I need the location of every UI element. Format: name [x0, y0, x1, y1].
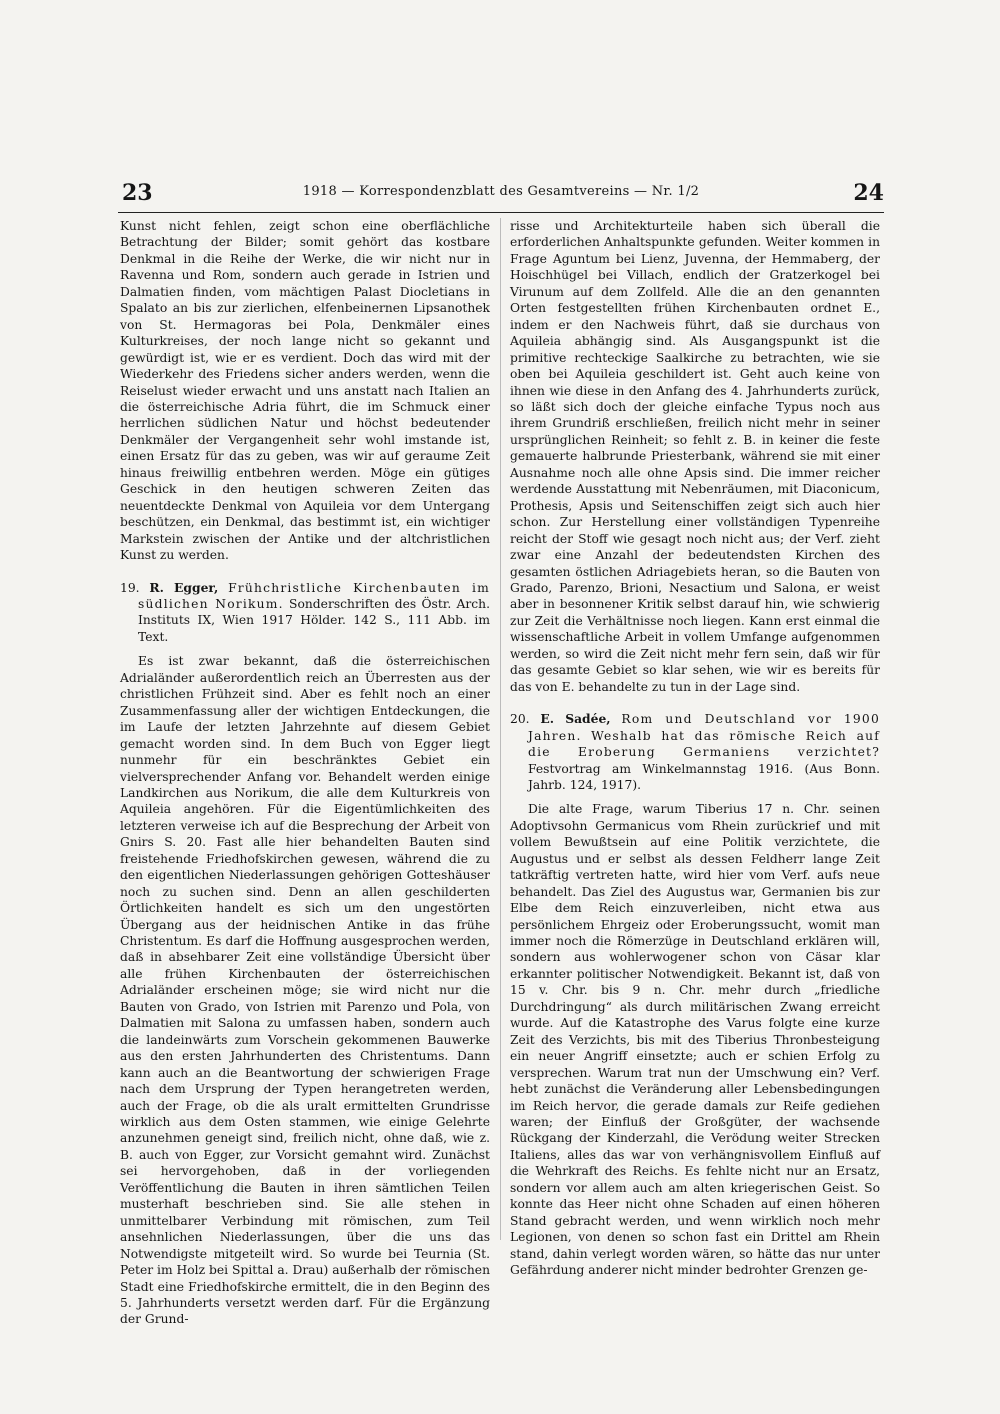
entry-title: Rom und Deutschland vor 1900 Jahren. Weshalb hat das römische Reich auf die Eroberung Germaniens verzichtet?	[528, 712, 880, 760]
entry-publication: Festvortrag am Winkelmannstag 1916. (Aus Bonn. Jahrb. 124, 1917).	[528, 761, 880, 792]
running-title: 1918 — Korrespondenzblatt des Gesamtvereins — Nr. 1/2	[302, 184, 700, 199]
bibliography-entry-20	[510, 711, 880, 793]
review-paragraph: Die alte Frage, warum Tiberius 17 n. Chr. seinen Adoptivsohn Germanicus vom Rhein zurückrief und mit vollem Bewußtsein auf eine Politik verzichtete, die Augustus und er selbst als dessen Feldherr lange Zeit tatkräftig vertreten hatte, wird hier vom Verf. aufs neue behandelt. Das Ziel des Augustus war, Germanien bis zur Elbe dem Reich einzuverleiben, nicht etwa aus persönlichem Ehrgeiz oder Eroberungssucht, womit man immer noch die Römerzüge in Deutschland erklären will, sondern aus wohlerwogener schon von Cäsar klar erkannter politischer Notwendigkeit. Bekannt ist, daß von 15 v. Chr. bis 9 n. Chr. mehr durch „friedliche Durchdringung“ als durch militärischen Zwang erreicht wurde. Auf die Katastrophe des Varus folgte eine kurze Zeit des Verzichts, bis mit des Tiberius Thronbesteigung ein neuer Angriff einsetzte; auch er schien Erfolg zu versprechen. Warum trat nun der Umschwung ein? Verf. hebt zunächst die Veränderung aller Lebensbedingungen im Reich hervor, die gerade damals zur Reife gediehen waren; der Einfluß der Großgüter, der wachsende Rückgang der Kinderzahl, die Verödung weiter Strecken Italiens, alles das war von verhängnisvollem Einfluß auf die Wehrkraft des Reichs. Es fehlte nicht nur an Ersatz, sondern vor allem auch am alten kriegerischen Geist. So konnte das Heer nicht ohne Schaden auf einen höheren Stand gebracht werden, und wenn wirklich noch mehr Legionen, von denen so schon fast ein Drittel am Rhein stand, dahin verlegt worden wären, so hätte das nur unter Gefährdung anderer nicht minder bedrohter Grenzen ge-	[510, 802, 880, 1278]
entry-number: 20.	[510, 712, 530, 727]
entry-title: Frühchristliche Kirchenbauten im südlichen Norikum.	[138, 580, 490, 611]
column-divider	[500, 218, 501, 1240]
page-number-left: 23	[122, 180, 153, 206]
page-header	[118, 178, 884, 213]
review-paragraph: Es ist zwar bekannt, daß die österreichischen Adrialänder außerordentlich reich an Überresten aus der christlichen Frühzeit sind. Aber es fehlt noch an einer Zusammenfassung aller der wichtigen Entdeckungen, die im Laufe der letzten Jahrzehnte auf diesem Gebiet gemacht worden sind. In dem Buch von Egger liegt nunmehr für ein beschränktes Gebiet ein vielversprechender Anfang vor. Behandelt werden einige Landkirchen aus Norikum, die alle dem Kulturkreis von Aquileia angehören. Für die Eigentümlichkeiten des letzteren verweise ich auf die Besprechung der Arbeit von Gnirs S. 20. Fast alle hier behandelten Bauten sind freistehende Friedhofskirchen gewesen, während die zu den eigentlichen Niederlassungen gehörigen Gotteshäuser noch zu suchen sind. Denn an allen geschilderten Örtlichkeiten handelt es sich um den ungestörten Übergang aus der heidnischen Antike in das frühe Christentum. Es darf die Hoffnung ausgesprochen werden, daß in absehbarer Zeit eine vollständige Übersicht über alle frühen Kirchenbauten der österreichischen Adrialänder erscheinen möge; sie wird nicht nur die Bauten von Grado, von Istrien mit Parenzo und Pola, von Dalmatien mit Salona zu umfassen haben, sondern auch die landeinwärts zum Vorschein gekommenen Bauwerke aus den ersten Jahrhunderten des Christentums. Dann kann auch an die Beantwortung der schwierigen Frage nach dem Ursprung der Typen herangetreten werden, auch der Frage, ob die als uralt ermittelten Grundrisse wirklich aus dem Osten stammen, wie einige Gelehrte anzunehmen geneigt sind, freilich nicht, ohne daß, wie z. B. auch von Egger, zur Vorsicht gemahnt wird. Zunächst sei hervorgehoben, daß in der vorliegenden Veröffentlichung die Bauten in ihren sämtlichen Teilen musterhaft beschrieben sind. Sie alle stehen in unmittelbarer Verbindung mit römischen, zum Teil ansehnlichen Niederlassungen, über die uns das Notwendigste mitgeteilt wird. So wurde bei Teurnia (St. Peter im Holz bei Spittal a. Drau) außerhalb der römischen Stadt eine Friedhofskirche ermittelt, die in den Beginn des 5. Jahrhunderts versetzt werden darf. Für die Ergänzung der Grund-	[120, 654, 490, 1327]
paragraph-continued: risse und Architekturteile haben sich überall die erforderlichen Anhaltspunkte gefunden. Weiter kommen in Frage Aguntum bei Lienz, Juvenna, der Hemmaberg, der Hoischhügel bei Villach, endlich der Gratzerkogel bei Virunum auf dem Zollfeld. Alle die an den genannten Orten festgestellten frühen Kirchenbauten ordnet E., indem er den Nachweis führt, daß sie durchaus von Aquileia abhängig sind. Als Ausgangspunkt ist die primitive rechteckige Saalkirche zu betrachten, wie sie oben bei Aquileia geschildert ist. Geht auch keine von ihnen wie diese in den Anfang des 4. Jahrhunderts zurück, so läßt sich doch der gleiche einfache Typus noch aus ihrem Grundriß erschließen, freilich nicht mehr in seiner ursprünglichen Reinheit; so fehlt z. B. in keiner die feste gemauerte halbrunde Priesterbank, während sie mit einer Ausnahme noch alle ohne Apsis sind. Die immer reicher werdende Ausstattung mit Nebenräumen, mit Diaconicum, Prothesis, Apsis und Seitenschiffen zeigt sich auch hier schon. Zur Herstellung einer vollständigen Typenreihe reicht der Stoff wie gesagt noch nicht aus; der Verf. zieht zwar eine Anzahl der bedeutendsten Kirchen des gesamten östlichen Adriagebiets heran, so die Bauten von Grado, Parenzo, Brioni, Nesactium und Salona, er weist aber in besonnener Kritik selbst darauf hin, wie schwierig zur Zeit die Verhältnisse noch liegen. Kann erst einmal die wissenschaftliche Arbeit in vollem Umfange aufgenommen werden, so wird die Zeit nicht mehr fern sein, daß wir für das gesamte Gebiet so klar sehen, wie wir es bereits für das von E. behandelte zu tun in der Lage sind.	[510, 219, 880, 694]
entry-number: 19.	[120, 580, 140, 595]
page-number-right: 24	[853, 180, 884, 206]
entry-author: E. Sadée,	[540, 711, 611, 727]
entry-author: R. Egger,	[149, 579, 219, 595]
entry-publication: Sonderschriften des Östr. Arch. Instituts IX, Wien 1917 Hölder. 142 S., 111 Abb. im Text.	[138, 596, 490, 644]
left-column	[120, 218, 490, 1327]
bibliography-entry-19	[120, 580, 490, 646]
right-column	[510, 218, 880, 1278]
paragraph-continued: Kunst nicht fehlen, zeigt schon eine oberflächliche Betrachtung der Bilder; somit gehört das kostbare Denkmal in die Reihe der Werke, die wir nicht nur in Ravenna und Rom, sondern auch gerade in Istrien und Dalmatien finden, vom mächtigen Palast Diocletians in Spalato an bis zur zierlichen, elfenbeinernen Lipsanothek von St. Hermagoras bei Pola, Denkmäler eines Kulturkreises, der noch lange nicht so gekannt und gewürdigt ist, wie er es verdient. Doch das wird mit der Wiederkehr des Friedens sicher anders werden, wenn die Reiselust wieder erwacht und uns anstatt nach Italien an die österreichische Adria führt, die im Schmuck einer herrlichen südlichen Natur und höchst bedeutender Denkmäler der Vergangenheit sehr wohl imstande ist, einen Ersatz für das zu geben, was wir auf geraume Zeit hinaus freiwillig entbehren werden. Möge ein gütiges Geschick in den heutigen schweren Zeiten das neuentdeckte Denkmal von Aquileia vor dem Untergang beschützen, ein Denkmal, das bestimmt ist, ein wichtiger Markstein zwischen der Antike und der altchristlichen Kunst zu werden.	[120, 219, 490, 563]
